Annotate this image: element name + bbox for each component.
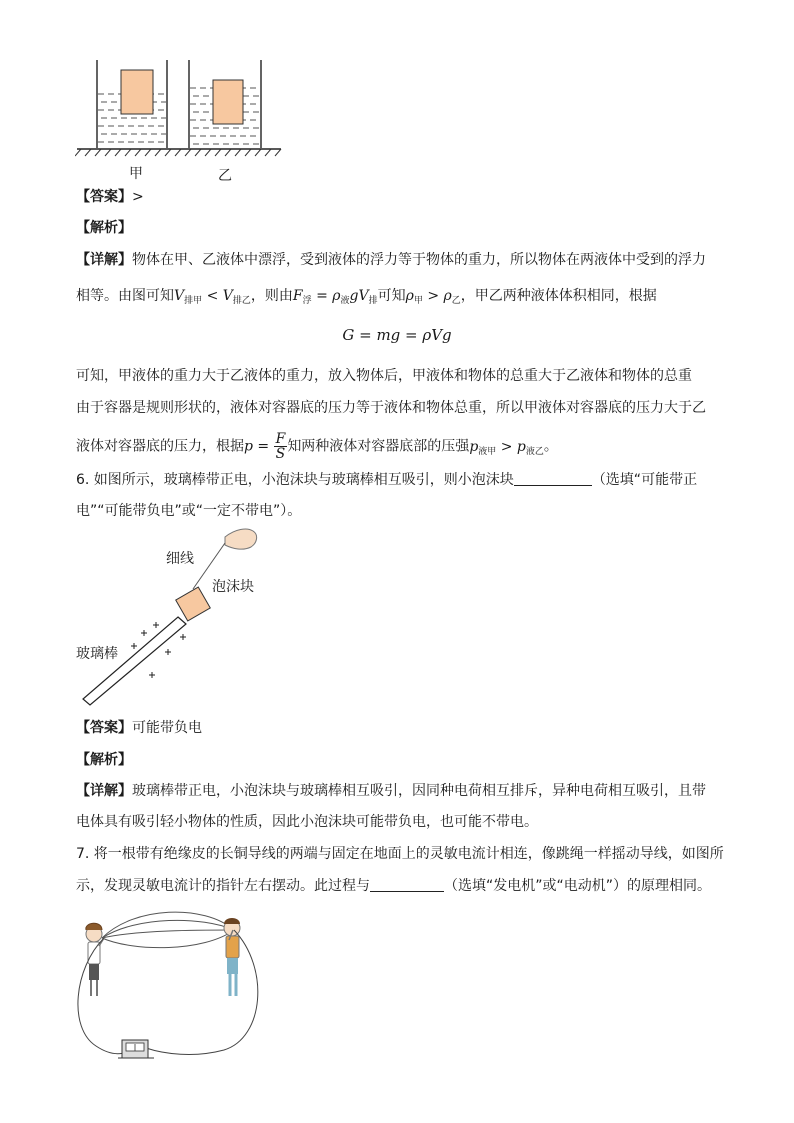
q7-question-line-1: 7. 将一根带有绝缘皮的长铜导线的两端与固定在地面上的灵敏电流计相连，像跳绳一样摇动导线，如图所 <box>76 846 724 862</box>
label-jia: 甲 <box>129 166 143 182</box>
container-jia <box>97 60 167 148</box>
q7-question-line-2 <box>76 876 711 896</box>
question-text: 示，发现灵敏电流计的指针左右摆动。此过程与 <box>76 878 370 894</box>
analysis-tag: 【解析】 <box>76 220 132 236</box>
detail-text: 可知 <box>377 288 406 304</box>
question-text: （选填“发电机”或“电动机”）的原理相同。 <box>444 878 712 894</box>
q5-answer-line <box>76 187 144 207</box>
answer-tag: 【答案】 <box>76 189 132 205</box>
q6-question-line-2: 电”“可能带负电”或“一定不带电”）。 <box>76 503 302 519</box>
block-jia <box>121 70 153 114</box>
math-pressure-formula: p = $\frac{F}{S}$ <box>244 431 286 462</box>
q5-analysis-tag <box>76 218 132 238</box>
math-volume-compare: $V_{排甲} < V_{排乙}$ <box>174 288 251 306</box>
detail-text: ，则由 <box>250 288 293 304</box>
q6-analysis-tag <box>76 750 132 770</box>
answer-value: > <box>132 189 144 205</box>
q6-answer-line <box>76 718 202 738</box>
detail-tag: 【详解】 <box>76 252 132 268</box>
detail-text: 玻璃棒带正电，小泡沫块与玻璃棒相互吸引，因同种电荷相互排斥，异种电荷相互吸引，且带 <box>132 783 706 799</box>
foam-block <box>176 587 211 621</box>
container-figure <box>75 58 285 158</box>
math-buoyancy-formula: $F_浮 = \rho_液gV_排$ <box>292 288 378 306</box>
block-yi <box>213 80 243 124</box>
detail-text: 液体对容器底的压力，根据 <box>76 438 244 455</box>
label-thread: 细线 <box>166 551 194 567</box>
detail-text: 相等。由图可知 <box>76 288 174 304</box>
q5-detail-line-3: 可知，甲液体的重力大于乙液体的重力，放入物体后，甲液体和物体的总重大于乙液体和物体的总重 <box>76 368 692 384</box>
q5-detail-line-1 <box>76 250 706 270</box>
q5-detail-line-2 <box>76 286 657 311</box>
detail-text: ，甲乙两种液体体积相同，根据 <box>460 288 657 304</box>
hand-icon <box>225 529 257 549</box>
question-text: 6. 如图所示，玻璃棒带正电，小泡沫块与玻璃棒相互吸引，则小泡沫块 <box>76 472 514 488</box>
wire-left <box>78 938 134 1054</box>
detail-text: 。 <box>543 438 558 455</box>
math-pressure-compare: $p_{液甲} > p_{液乙}$ <box>469 438 544 457</box>
answer-value: 可能带负电 <box>132 720 202 736</box>
boy-figure <box>224 918 240 996</box>
answer-blank[interactable] <box>514 471 592 486</box>
container-yi <box>189 60 261 148</box>
q6-detail-line-1 <box>76 781 706 801</box>
label-yi: 乙 <box>218 168 232 184</box>
formula-gravity: G = mg = ρVg <box>342 326 452 344</box>
answer-tag: 【答案】 <box>76 720 132 736</box>
analysis-tag: 【解析】 <box>76 752 132 768</box>
wire-right <box>146 930 258 1054</box>
q6-detail-line-2: 电体具有吸引轻小物体的性质，因此小泡沫块可能带负电，也可能不带电。 <box>76 814 538 830</box>
question-text: （选填“可能带正 <box>591 472 698 488</box>
detail-text: 物体在甲、乙液体中漂浮，受到液体的浮力等于物体的重力，所以物体在两液体中受到的浮力 <box>132 252 706 268</box>
math-density-compare: $\rho_甲 > \rho_乙$ <box>405 288 461 306</box>
jump-rope-generator-figure <box>74 908 274 1068</box>
detail-text: 知两种液体对容器底部的压强 <box>287 438 470 455</box>
label-foam: 泡沫块 <box>212 579 254 595</box>
q5-detail-line-4: 由于容器是规则形状的，液体对容器底的压力等于液体和物体总重，所以甲液体对容器底的压力大于乙 <box>76 400 706 416</box>
answer-blank[interactable] <box>370 877 444 892</box>
q6-question-line-1 <box>76 470 697 490</box>
label-rod: 玻璃棒 <box>76 646 118 662</box>
q5-detail-line-5 <box>76 432 558 462</box>
detail-tag: 【详解】 <box>76 783 132 799</box>
